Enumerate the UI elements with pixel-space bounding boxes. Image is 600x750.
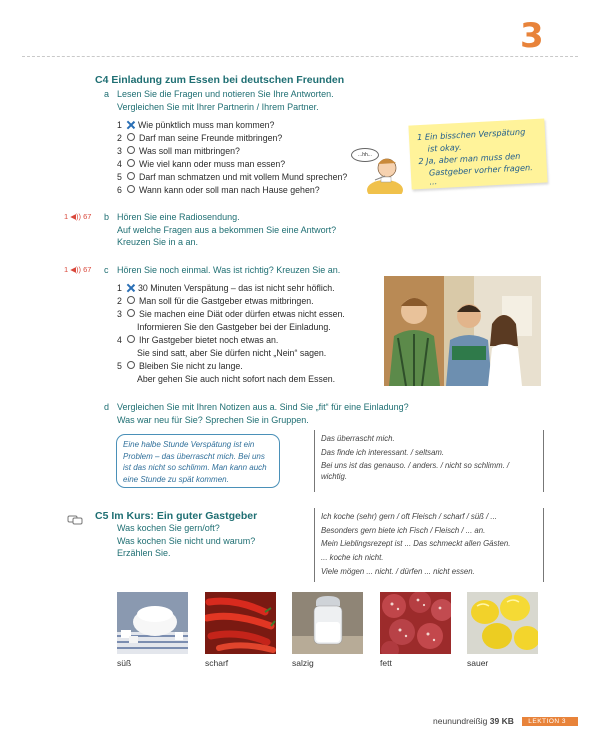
c4d-instructions: Vergleichen Sie mit Ihren Notizen aus a. Sind Sie „fit“ für eine Einladung? Was war neu für Sie? Sprechen Sie in Gruppen. xyxy=(117,402,409,425)
photo-caption: süß xyxy=(117,658,132,668)
list-item: 6 Wann kann oder soll man nach Hause gehen? xyxy=(117,185,320,195)
checkbox[interactable] xyxy=(127,309,135,317)
speech-bubble-icon: ...hh... xyxy=(351,148,379,162)
photo-caption: sauer xyxy=(467,658,489,668)
sugar-bowl-photo xyxy=(117,592,188,654)
page-number: 39 xyxy=(489,716,500,726)
c4c-letter: c xyxy=(104,265,109,275)
c4a-question-list xyxy=(117,119,347,197)
salami-slices-photo xyxy=(380,592,451,654)
c4a-instructions: Lesen Sie die Fragen und notieren Sie Ihre Antworten. Vergleichen Sie mit Ihrer Partnerin / Ihrem Partner. xyxy=(117,89,334,112)
checkbox-checked[interactable] xyxy=(127,121,135,129)
photo-caption: salzig xyxy=(292,658,314,668)
phrase-box: Das überrascht mich. Das finde ich interessant. / seltsam. Bei uns ist das genauso. / anders. / nicht so schlimm. / wichtig. xyxy=(314,430,544,492)
page-word: neunundreißig xyxy=(433,716,488,726)
lemons-photo xyxy=(467,592,538,654)
example-speech-bubble: Eine halbe Stunde Verspätung ist ein Problem – das überrascht mich. Bei uns ist das nicht so schlimm. Man kann auch eine Stunde zu spät kommen. xyxy=(116,434,280,488)
checkbox[interactable] xyxy=(127,296,135,304)
header-divider xyxy=(22,56,578,57)
checkbox[interactable] xyxy=(127,159,135,167)
list-item-continuation: Informieren Sie den Gastgeber bei der Einladung. xyxy=(137,322,331,332)
book-code: KB xyxy=(501,716,514,726)
sticky-note: 1 Ein bisschen Verspätung ist okay. 2 Ja, aber man muss den Gastgeber vorher fragen. ... xyxy=(408,118,547,189)
guests-arriving-photo xyxy=(384,276,541,386)
chili-peppers-photo xyxy=(205,592,276,654)
list-item: 5 Darf man schmatzen und mit vollem Mund sprechen? xyxy=(117,172,348,182)
list-item: 3 Sie machen eine Diät oder dürfen etwas nicht essen. xyxy=(117,309,345,319)
list-item: 4 Ihr Gastgeber bietet noch etwas an. xyxy=(117,335,279,345)
c4-title: C4 Einladung zum Essen bei deutschen Freunden xyxy=(95,74,345,86)
c5-title: C5 Im Kurs: Ein guter Gastgeber xyxy=(95,510,258,522)
page-footer xyxy=(433,716,578,726)
photo-caption: scharf xyxy=(205,658,229,668)
list-item: 3 Was soll man mitbringen? xyxy=(117,146,240,156)
checkbox-checked[interactable] xyxy=(127,284,135,292)
checkbox[interactable] xyxy=(127,335,135,343)
list-item-continuation: Aber gehen Sie auch nicht sofort nach dem Essen. xyxy=(137,374,336,384)
checkbox[interactable] xyxy=(127,133,135,141)
lesson-badge: LEKTION 3 xyxy=(522,717,578,726)
c4c-instructions: Hören Sie noch einmal. Was ist richtig? Kreuzen Sie an. xyxy=(117,265,341,275)
list-item: 2 Darf man seine Freunde mitbringen? xyxy=(117,133,283,143)
phrase-box: Ich koche (sehr) gern / oft Fleisch / scharf / süß / ... Besonders gern biete ich Fisch / Fleisch / ... an. Mein Lieblingsrezept ist ... Das schmeckt allen Gästen. ... koche ich nicht. Viele mögen ... nicht. / dürfen ... nicht essen. xyxy=(314,508,544,582)
audio-track-icon[interactable]: 1 ◀)) 67 xyxy=(64,265,92,274)
c4a-letter: a xyxy=(104,89,110,99)
photo-caption: fett xyxy=(380,658,392,668)
list-item: 2 Man soll für die Gastgeber etwas mitbringen. xyxy=(117,296,314,306)
checkbox[interactable] xyxy=(127,185,135,193)
c5-instructions: Was kochen Sie gern/oft? Was kochen Sie nicht und warum? Erzählen Sie. xyxy=(117,523,256,558)
lesson-number: 3 xyxy=(520,16,544,56)
list-item: 1 30 Minuten Verspätung – das ist nicht sehr höflich. xyxy=(117,283,335,293)
checkbox[interactable] xyxy=(127,361,135,369)
c4b-letter: b xyxy=(104,212,110,222)
c4c-statement-list xyxy=(117,282,345,386)
c4b-instructions: Hören Sie eine Radiosendung. Auf welche Fragen aus a bekommen Sie eine Antwort? Kreuzen Sie in a an. xyxy=(117,212,337,247)
checkbox[interactable] xyxy=(127,172,135,180)
list-item-continuation: Sie sind satt, aber Sie dürfen nicht „Nein“ sagen. xyxy=(137,348,327,358)
salt-shaker-photo xyxy=(292,592,363,654)
list-item: 4 Wie viel kann oder muss man essen? xyxy=(117,159,286,169)
group-work-icon xyxy=(67,512,83,522)
audio-track-icon[interactable]: 1 ◀)) 67 xyxy=(64,212,92,221)
list-item: 5 Bleiben Sie nicht zu lange. xyxy=(117,361,243,371)
list-item: 1 Wie pünktlich muss man kommen? xyxy=(117,120,275,130)
checkbox[interactable] xyxy=(127,146,135,154)
c4d-letter: d xyxy=(104,402,110,412)
